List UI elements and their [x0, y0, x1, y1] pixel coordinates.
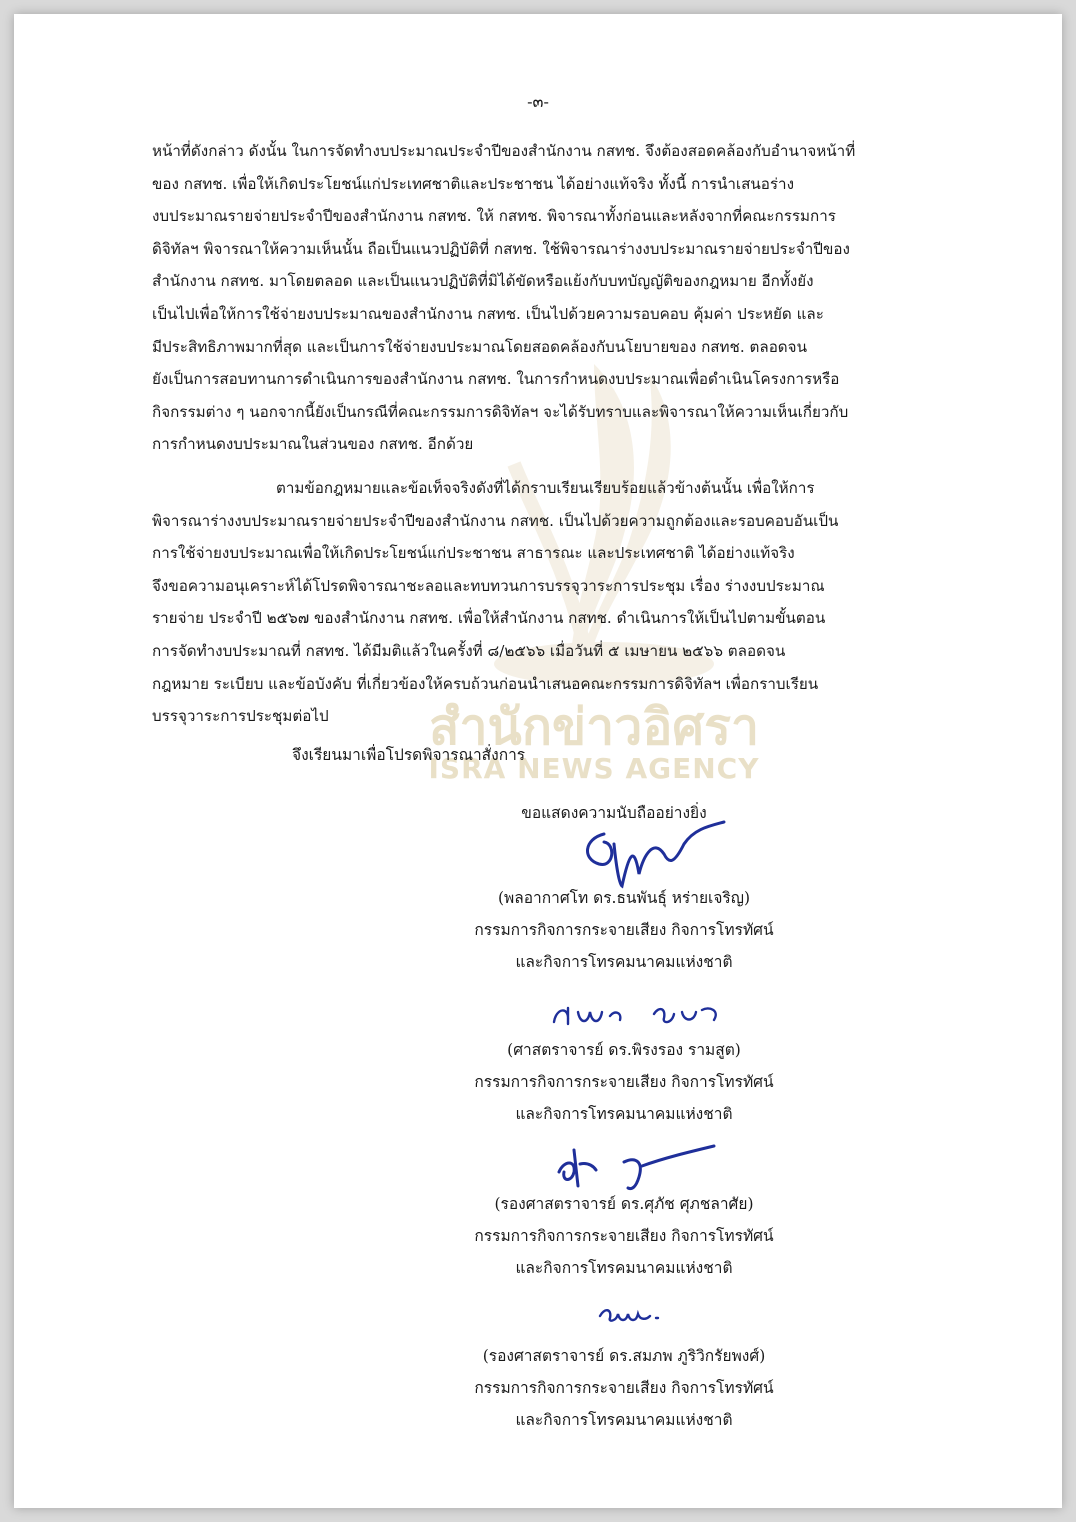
watermark-english-text: ISRA NEWS AGENCY — [428, 752, 760, 785]
paragraph-line: สำนักงาน กสทช. มาโดยตลอด และเป็นแนวปฏิบัติที่มิได้ขัดหรือแย้งกับบทบัญญัติของกฎหมาย อีกทั้งยัง — [152, 272, 814, 291]
signatory-name: (พลอากาศโท ดร.ธนพันธุ์ หร่ายเจริญ) — [497, 889, 751, 907]
paragraph-line: มีประสิทธิภาพมากที่สุด และเป็นการใช้จ่ายงบประมาณโดยสอดคล้องกับนโยบายของ กสทช. ตลอดจน — [152, 337, 807, 356]
page-number: -๓- — [527, 92, 549, 111]
signatory-position: และกิจการโทรคมนาคมแห่งชาติ — [515, 1105, 733, 1123]
signatory-4 — [414, 1340, 834, 1436]
paragraph-1 — [152, 135, 948, 461]
signatory-position: และกิจการโทรคมนาคมแห่งชาติ — [515, 1259, 733, 1277]
paragraph-line: การกำหนดงบประมาณในส่วนของ กสทช. อีกด้วย — [152, 435, 474, 454]
signatory-name: (รองศาสตราจารย์ ดร.สมภพ ภูริวิกรัยพงศ์) — [482, 1347, 766, 1365]
paragraph-line: เป็นไปเพื่อให้การใช้จ่ายงบประมาณของสำนักงาน กสทช. เป็นไปด้วยความรอบคอบ คุ้มค่า ประหยัด และ — [152, 304, 824, 323]
paragraph-line: การจัดทำงบประมาณที่ กสทช. ได้มีมติแล้วในครั้งที่ ๘/๒๕๖๖ เมื่อวันที่ ๕ เมษายน ๒๕๖๖ ตลอดจน — [152, 641, 786, 660]
paragraph-line: รายจ่าย ประจำปี ๒๕๖๗ ของสำนักงาน กสทช. เพื่อให้สำนักงาน กสทช. ดำเนินการให้เป็นไปตามขั้นตอน — [152, 609, 826, 628]
watermark-thai-text: สำนักข่าวอิศรา — [428, 698, 760, 756]
paragraph-line: กฎหมาย ระเบียบ และข้อบังคับ ที่เกี่ยวข้องให้ครบถ้วนก่อนนำเสนอคณะกรรมการดิจิทัลฯ เพื่อกราบเรียน — [152, 674, 819, 693]
signature-3-icon — [544, 1142, 724, 1192]
signatory-position: และกิจการโทรคมนาคมแห่งชาติ — [515, 953, 733, 971]
paragraph-line: ยังเป็นการสอบทานการดำเนินการของสำนักงาน กสทช. ในการกำหนดงบประมาณเพื่อดำเนินโครงการหรือ — [152, 370, 840, 389]
paragraph-line: จึงขอความอนุเคราะห์ได้โปรดพิจารณาชะลอและทบทวนการบรรจุวาระการประชุม เรื่อง ร่างงบประมาณ — [152, 576, 825, 595]
paragraph-line: พิจารณาร่างงบประมาณรายจ่ายประจำปีของสำนักงาน กสทช. เป็นไปด้วยความถูกต้องและรอบคอบอันเป็น — [152, 511, 839, 530]
document-page — [14, 14, 1062, 1508]
signatory-position: กรรมการกิจการกระจายเสียง กิจการโทรทัศน์ — [474, 1227, 774, 1245]
paragraph-line: ดิจิทัลฯ พิจารณาให้ความเห็นนั้น ถือเป็นแนวปฏิบัติที่ กสทช. ใช้พิจารณาร่างงบประมาณรายจ่ายประจำปีของ — [152, 239, 850, 258]
signatory-name: (รองศาสตราจารย์ ดร.ศุภัช ศุภชลาศัย) — [494, 1195, 754, 1213]
closing-line: จึงเรียนมาเพื่อโปรดพิจารณาสั่งการ — [292, 746, 526, 764]
signatory-3 — [414, 1188, 834, 1284]
respect-line: ขอแสดงความนับถืออย่างยิ่ง — [521, 804, 707, 822]
signature-4-icon — [594, 1298, 674, 1328]
signatory-position: กรรมการกิจการกระจายเสียง กิจการโทรทัศน์ — [474, 921, 774, 939]
signatory-2 — [414, 1034, 834, 1130]
paragraph-line: กิจกรรมต่าง ๆ นอกจากนี้ยังเป็นกรณีที่คณะกรรมการดิจิทัลฯ จะได้รับทราบและพิจารณาให้ความเห็นเกี่ยวกับ — [152, 402, 849, 421]
signatory-name: (ศาสตราจารย์ ดร.พิรงรอง รามสูต) — [507, 1041, 741, 1059]
signatory-1 — [414, 882, 834, 978]
signatory-position: และกิจการโทรคมนาคมแห่งชาติ — [515, 1411, 733, 1429]
signatory-position: กรรมการกิจการกระจายเสียง กิจการโทรทัศน์ — [474, 1073, 774, 1091]
signature-2-icon — [544, 994, 734, 1034]
paragraph-line: หน้าที่ดังกล่าว ดังนั้น ในการจัดทำงบประมาณประจำปีของสำนักงาน กสทช. จึงต้องสอดคล้องกับอำนาจหน้าที่ — [152, 142, 856, 160]
paragraph-line: งบประมาณรายจ่ายประจำปีของสำนักงาน กสทช. ให้ กสทช. พิจารณาทั้งก่อนและหลังจากที่คณะกรรมการ — [152, 207, 836, 226]
paragraph-2 — [152, 472, 948, 733]
signatory-position: กรรมการกิจการกระจายเสียง กิจการโทรทัศน์ — [474, 1379, 774, 1397]
paragraph-line: ของ กสทช. เพื่อให้เกิดประโยชน์แก่ประเทศชาติและประชาชน ได้อย่างแท้จริง ทั้งนี้ การนำเสนอร่าง — [152, 174, 794, 193]
paragraph-line: ตามข้อกฎหมายและข้อเท็จจริงดังที่ได้กราบเรียนเรียบร้อยแล้วข้างต้นนั้น เพื่อให้การ — [276, 479, 815, 497]
paragraph-line: การใช้จ่ายงบประมาณเพื่อให้เกิดประโยชน์แก่ประชาชน สาธารณะ และประเทศชาติ ได้อย่างแท้จริง — [152, 544, 795, 563]
paragraph-line-first — [152, 472, 948, 505]
paragraph-line: บรรจุวาระการประชุมต่อไป — [152, 707, 329, 726]
